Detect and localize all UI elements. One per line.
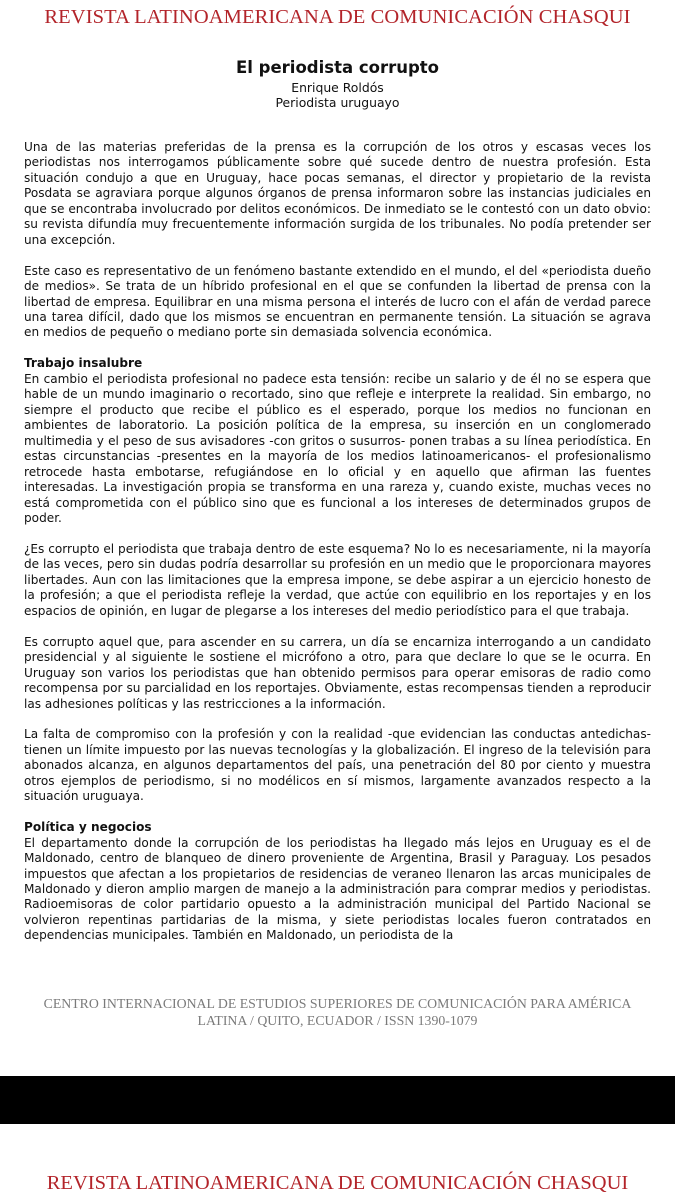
page-separator-band [0, 1076, 675, 1124]
footer-line-1: CENTRO INTERNACIONAL DE ESTUDIOS SUPERIORES DE COMUNICACIÓN PARA AMÉRICA [43, 996, 632, 1011]
paragraph-1: Una de las materias preferidas de la prensa es la corrupción de los otros y escasas veces los periodistas nos interrogamos públicamente sobre qué sucede dentro de nuestra profesión. Esta situación condujo a que en Uruguay, hace pocas semanas, el director y propietario de la revista Posdata se agraviara porque algunos órganos de prensa informaron sobre las instancias judiciales en que se encontraba involucrado por delitos económicos. De inmediato se le contestó con un dato obvio: su revista difundía muy frecuentemente información surgida de los tribunales. No podía pretender ser una excepción. [24, 140, 651, 247]
journal-header: REVISTA LATINOAMERICANA DE COMUNICACIÓN CHASQUI [44, 6, 631, 28]
paragraph-3: En cambio el periodista profesional no padece esta tensión: recibe un salario y de él no se espera que hable de un mundo imaginario o recortado, sino que refleje e interprete la realidad. Sin embargo, no siempre el producto que recibe el público es el esperado, porque los medios no funcionan en ambientes de laboratorio. La posición política de la empresa, su inserción en un conglomerado multimedia y el peso de sus avisadores -con gritos o susurros- ponen trabas a su línea periodística. En estas circunstancias -presentes en la mayoría de los medios latinoamericanos- el profesionalismo retrocede hasta embotarse, refugiándose en lo oficial y en aquello que afirman las fuentes interesadas. La investigación propia se transforma en una rareza y, cuando existe, muchas veces no está comprometida con el público sino que es funcional a los intereses de determinados grupos de poder. [24, 371, 651, 525]
article-title: El periodista corrupto [235, 58, 440, 77]
section-heading-politica: Política y negocios [24, 820, 152, 835]
author-role: Periodista uruguayo [275, 95, 400, 110]
section-heading-trabajo: Trabajo insalubre [24, 356, 143, 371]
paragraph-2: Este caso es representativo de un fenómeno bastante extendido en el mundo, el del «periodista dueño de medios». Se trata de un híbrido profesional en el que se confunden la libertad de prensa con la libertad de empresa. Equilibrar en una misma persona el interés de lucro con el afán de verdad parece una tarea difícil, dado que los mismos se encuentran en permanente tensión. La situación se agrava en medios de pequeño o mediano porte sin demasiada solvencia económica. [24, 263, 651, 340]
paragraph-4: ¿Es corrupto el periodista que trabaja dentro de este esquema? No lo es necesariamente, ni la mayoría de las veces, pero sin dudas podría desarrollar su profesión en un medio que le proporcionara mayores libertades. Aun con las limitaciones que la empresa impone, se debe aspirar a un ejercicio honesto de la profesión; a que el periodista refleje la verdad, que actúe con equilibrio en los reportajes y en los espacios de opinión, en lugar de plegarse a los intereses del medio periodístico para el que trabaja. [24, 541, 651, 618]
article-body [24, 140, 651, 959]
page-footer [0, 995, 675, 1029]
footer-line-2: LATINA / QUITO, ECUADOR / ISSN 1390-1079 [197, 1013, 478, 1028]
next-page-journal-header: REVISTA LATINOAMERICANA DE COMUNICACIÓN CHASQUI [46, 1172, 629, 1194]
article-author: Enrique Roldós [291, 80, 384, 95]
paragraph-5: Es corrupto aquel que, para ascender en su carrera, un día se encarniza interrogando a un candidato presidencial y al siguiente le sostiene el micrófono a otro, para que declare lo que se le ocurra. En Uruguay son varios los periodistas que han obtenido permisos para operar emisoras de radio como recompensa por su parcialidad en los reportajes. Obviamente, estas recompensas tienden a reproducir las adhesiones políticas y las restricciones a la información. [24, 634, 651, 711]
paragraph-7: El departamento donde la corrupción de los periodistas ha llegado más lejos en Uruguay es el de Maldonado, centro de blanqueo de dinero proveniente de Argentina, Brasil y Paraguay. Los pesados impuestos que afectan a los propietarios de residencias de veraneo llenaron las arcas municipales de Maldonado y dieron amplio margen de manejo a la administración para comprar medios y periodistas. Radioemisoras de color partidario opuesto a la administración municipal del Partido Nacional se volvieron repentinas partidarias de la misma, y siete periodistas locales fueron contratados en dependencias municipales. También en Maldonado, un periodista de la [24, 835, 651, 943]
paragraph-6: La falta de compromiso con la profesión y con la realidad -que evidencian las conductas antedichas- tienen un límite impuesto por las nuevas tecnologías y la globalización. El ingreso de la televisión para abonados alcanza, en algunos departamentos del país, una penetración del 80 por ciento y muestra otros ejemplos de periodismo, si no modélicos en sí mismos, largamente avanzados respecto a la situación uruguaya. [24, 727, 651, 804]
